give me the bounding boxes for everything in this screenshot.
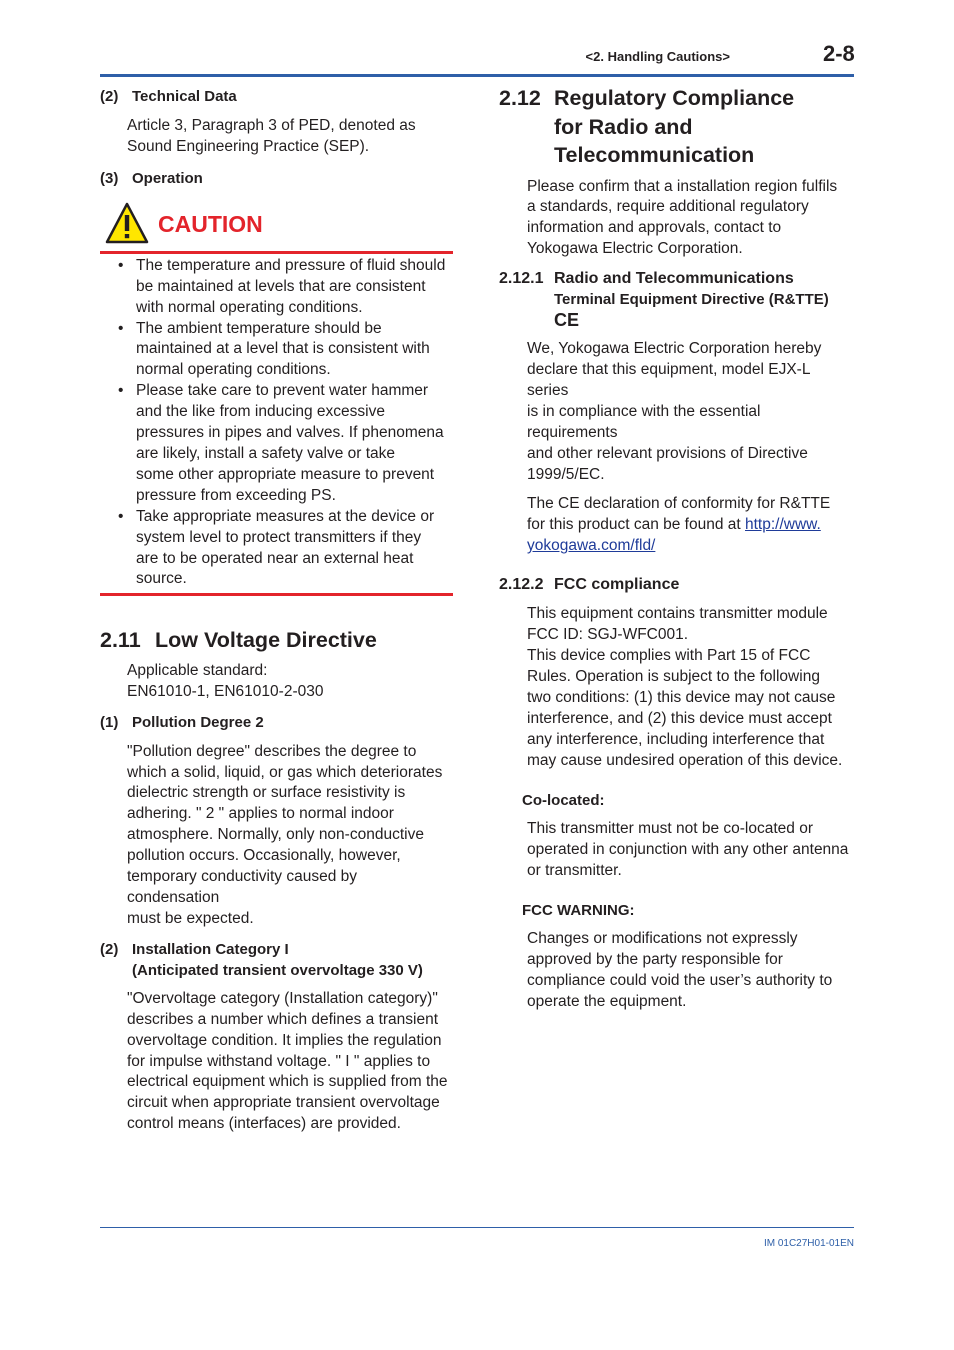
fcc-warning-text [527, 929, 855, 1013]
section-heading-2-12 [499, 84, 855, 170]
text-line: dielectric strength or surface resistivity is [127, 784, 406, 802]
heading-number: 2.12.2 [499, 576, 544, 594]
heading-title [554, 84, 794, 170]
bullet-icon: • [118, 382, 124, 400]
text-line: 1999/5/EC. [527, 465, 605, 483]
text-line: may cause undesired operation of this device. [527, 751, 843, 769]
text-line: Applicable standard: [127, 661, 268, 679]
fcc-warning-heading: FCC WARNING: [522, 902, 635, 920]
text-line: declare that this equipment, model EJX-L series [527, 361, 810, 399]
caution-bottom-rule [100, 593, 453, 596]
text-line: operated in conjunction with any other antenna [527, 841, 849, 859]
text-line: control means (interfaces) are provided. [127, 1115, 401, 1133]
caution-header [100, 201, 453, 251]
technical-data-text [127, 116, 453, 158]
fcc-text [527, 604, 855, 771]
text-line [527, 515, 855, 536]
heading-number: (2) [100, 940, 119, 958]
text-line: Take appropriate measures at the device or [136, 507, 435, 525]
text-line: Article 3, Paragraph 3 of PED, denoted as [127, 117, 416, 134]
text-line: Please take care to prevent water hammer [136, 382, 429, 400]
caution-title: CAUTION [158, 210, 263, 237]
text-line: are likely, install a safety valve or take [136, 444, 396, 462]
page-number: 2-8 [823, 41, 855, 66]
text-line [527, 536, 855, 557]
text-line: be maintained at levels that are consistent [136, 277, 426, 295]
heading-line: for Radio and [554, 114, 693, 139]
text-line: Please confirm that a installation region fulfils [527, 177, 838, 195]
heading-title: FCC compliance [554, 576, 680, 594]
rtte-declaration [527, 339, 855, 485]
text-span: for this product can be found at [527, 516, 745, 534]
text-line: Sound Engineering Practice (SEP). [127, 137, 370, 155]
applicable-standard [127, 661, 453, 703]
operation-heading [100, 168, 453, 189]
subsection-heading-2-12-2 [499, 574, 855, 595]
text-line: "Pollution degree" describes the degree to [127, 742, 417, 760]
yokogawa-link[interactable]: http://www. [745, 516, 821, 534]
text-line: circuit when appropriate transient overvoltage [127, 1094, 440, 1112]
text-line: We, Yokogawa Electric Corporation hereby [527, 340, 822, 358]
colocated-text [527, 819, 855, 882]
heading-title: Operation [132, 169, 203, 187]
text-line: must be expected. [127, 909, 254, 927]
text-line: pressure from exceeding PS. [136, 486, 336, 504]
list-item [100, 507, 453, 591]
text-line: This device complies with Part 15 of FCC [527, 647, 811, 664]
heading-title: Low Voltage Directive [155, 628, 377, 653]
text-line: maintained at a level that is consistent with [136, 340, 430, 358]
ce-mark-icon: CE [554, 310, 580, 331]
text-line: system level to protect transmitters if they [136, 528, 422, 546]
text-line: normal operating conditions. [136, 361, 331, 379]
warning-triangle-icon [105, 202, 149, 244]
text-line: with normal operating conditions. [136, 298, 363, 316]
text-line: This transmitter must not be co-located or [527, 820, 814, 838]
header-rule [100, 74, 854, 77]
running-header: <2. Handling Cautions> [585, 49, 730, 64]
heading-title: Installation Category I [132, 940, 289, 958]
text-line: adhering. " 2 " applies to normal indoor [127, 805, 394, 823]
heading-line: Regulatory Compliance [554, 86, 795, 110]
installation-text [127, 989, 453, 1135]
colocated-heading: Co-located: [522, 792, 605, 810]
text-line: This equipment contains transmitter module [527, 605, 828, 623]
text-line: some other appropriate measure to prevent [136, 465, 435, 483]
heading-number: 2.12 [499, 86, 541, 110]
text-line: information and approvals, contact to [527, 219, 782, 237]
left-column [100, 86, 453, 1135]
text-line: which a solid, liquid, or gas which deteriorates [127, 763, 443, 781]
text-line: electrical equipment which is supplied from the [127, 1073, 448, 1091]
text-line: describes a number which defines a transient [127, 1010, 439, 1028]
heading-title: Pollution Degree 2 [132, 713, 264, 731]
footer-rule [100, 1227, 854, 1228]
heading-number: (3) [100, 169, 119, 187]
text-line: Rules. Operation is subject to the following [527, 667, 820, 685]
text-line: Yokogawa Electric Corporation. [527, 240, 743, 258]
text-line: overvoltage condition. It implies the regulation [127, 1031, 442, 1049]
caution-list [100, 256, 453, 591]
installation-heading [100, 939, 453, 960]
text-line: is in compliance with the essential requirements [527, 402, 761, 441]
bullet-icon: • [118, 319, 124, 337]
regulatory-text [527, 177, 855, 261]
pollution-heading [100, 712, 453, 733]
text-line: are to be operated near an external heat [136, 549, 414, 567]
heading-number: 2.12.1 [499, 270, 544, 288]
text-line: a standards, require additional regulatory [527, 198, 809, 216]
rtte-conformity [527, 494, 855, 557]
text-line: temporary conductivity caused by condensation [127, 868, 358, 906]
pollution-text [127, 742, 453, 930]
bullet-icon: • [118, 507, 124, 525]
heading-title: Technical Data [132, 88, 237, 105]
text-line: atmosphere. Normally, only non-conductive [127, 826, 424, 844]
text-line: The ambient temperature should be [136, 319, 382, 337]
text-line: approved by the party responsible for [527, 951, 783, 969]
right-column [499, 84, 855, 1013]
text-line: any interference, including interference that [527, 730, 825, 748]
heading-number: 2.11 [100, 628, 141, 653]
text-line: interference, and (2) this device must accept [527, 709, 832, 727]
technical-data-heading [100, 86, 453, 107]
text-line: or transmitter. [527, 862, 622, 880]
heading-title: Radio and Telecommunications [554, 270, 794, 288]
bullet-icon: • [118, 256, 124, 274]
installation-subtitle: (Anticipated transient overvoltage 330 V) [132, 961, 423, 979]
document-code: IM 01C27H01-01EN [763, 1238, 854, 1249]
yokogawa-link-continued[interactable]: yokogawa.com/fld/ [527, 537, 656, 555]
text-line: for impulse withstand voltage. " I " applies to [127, 1052, 431, 1070]
text-line: operate the equipment. [527, 992, 687, 1010]
heading-line: Telecommunication [554, 143, 755, 167]
text-line: The CE declaration of conformity for R&TTE [527, 495, 831, 513]
heading-number: (1) [100, 713, 119, 731]
subsection-heading-2-12-1 [499, 268, 855, 289]
text-line: compliance could void the user’s authority to [527, 971, 833, 989]
text-line: FCC ID: SGJ-WFC001. [527, 626, 689, 644]
text-line: pressures in pipes and valves. If phenomena [136, 424, 444, 442]
text-line: and other relevant provisions of Directive [527, 444, 808, 462]
text-line: EN61010-1, EN61010-2-030 [127, 682, 324, 700]
text-line: pollution occurs. Occasionally, however, [127, 847, 401, 865]
text-line: The temperature and pressure of fluid should [136, 256, 446, 274]
caution-top-rule [100, 251, 453, 254]
heading-number: (2) [100, 88, 119, 105]
list-item [100, 319, 453, 382]
text-line: two conditions: (1) this device may not cause [527, 688, 836, 706]
text-line: Changes or modifications not expressly [527, 930, 798, 948]
section-heading-2-11 [100, 626, 453, 655]
list-item [100, 381, 453, 506]
text-line: and the like from inducing excessive [136, 403, 385, 421]
list-item [100, 256, 453, 319]
text-line: "Overvoltage category (Installation category)" [127, 989, 438, 1007]
text-line: source. [136, 570, 187, 588]
rtte-subtitle: Terminal Equipment Directive (R&TTE) [554, 291, 829, 309]
